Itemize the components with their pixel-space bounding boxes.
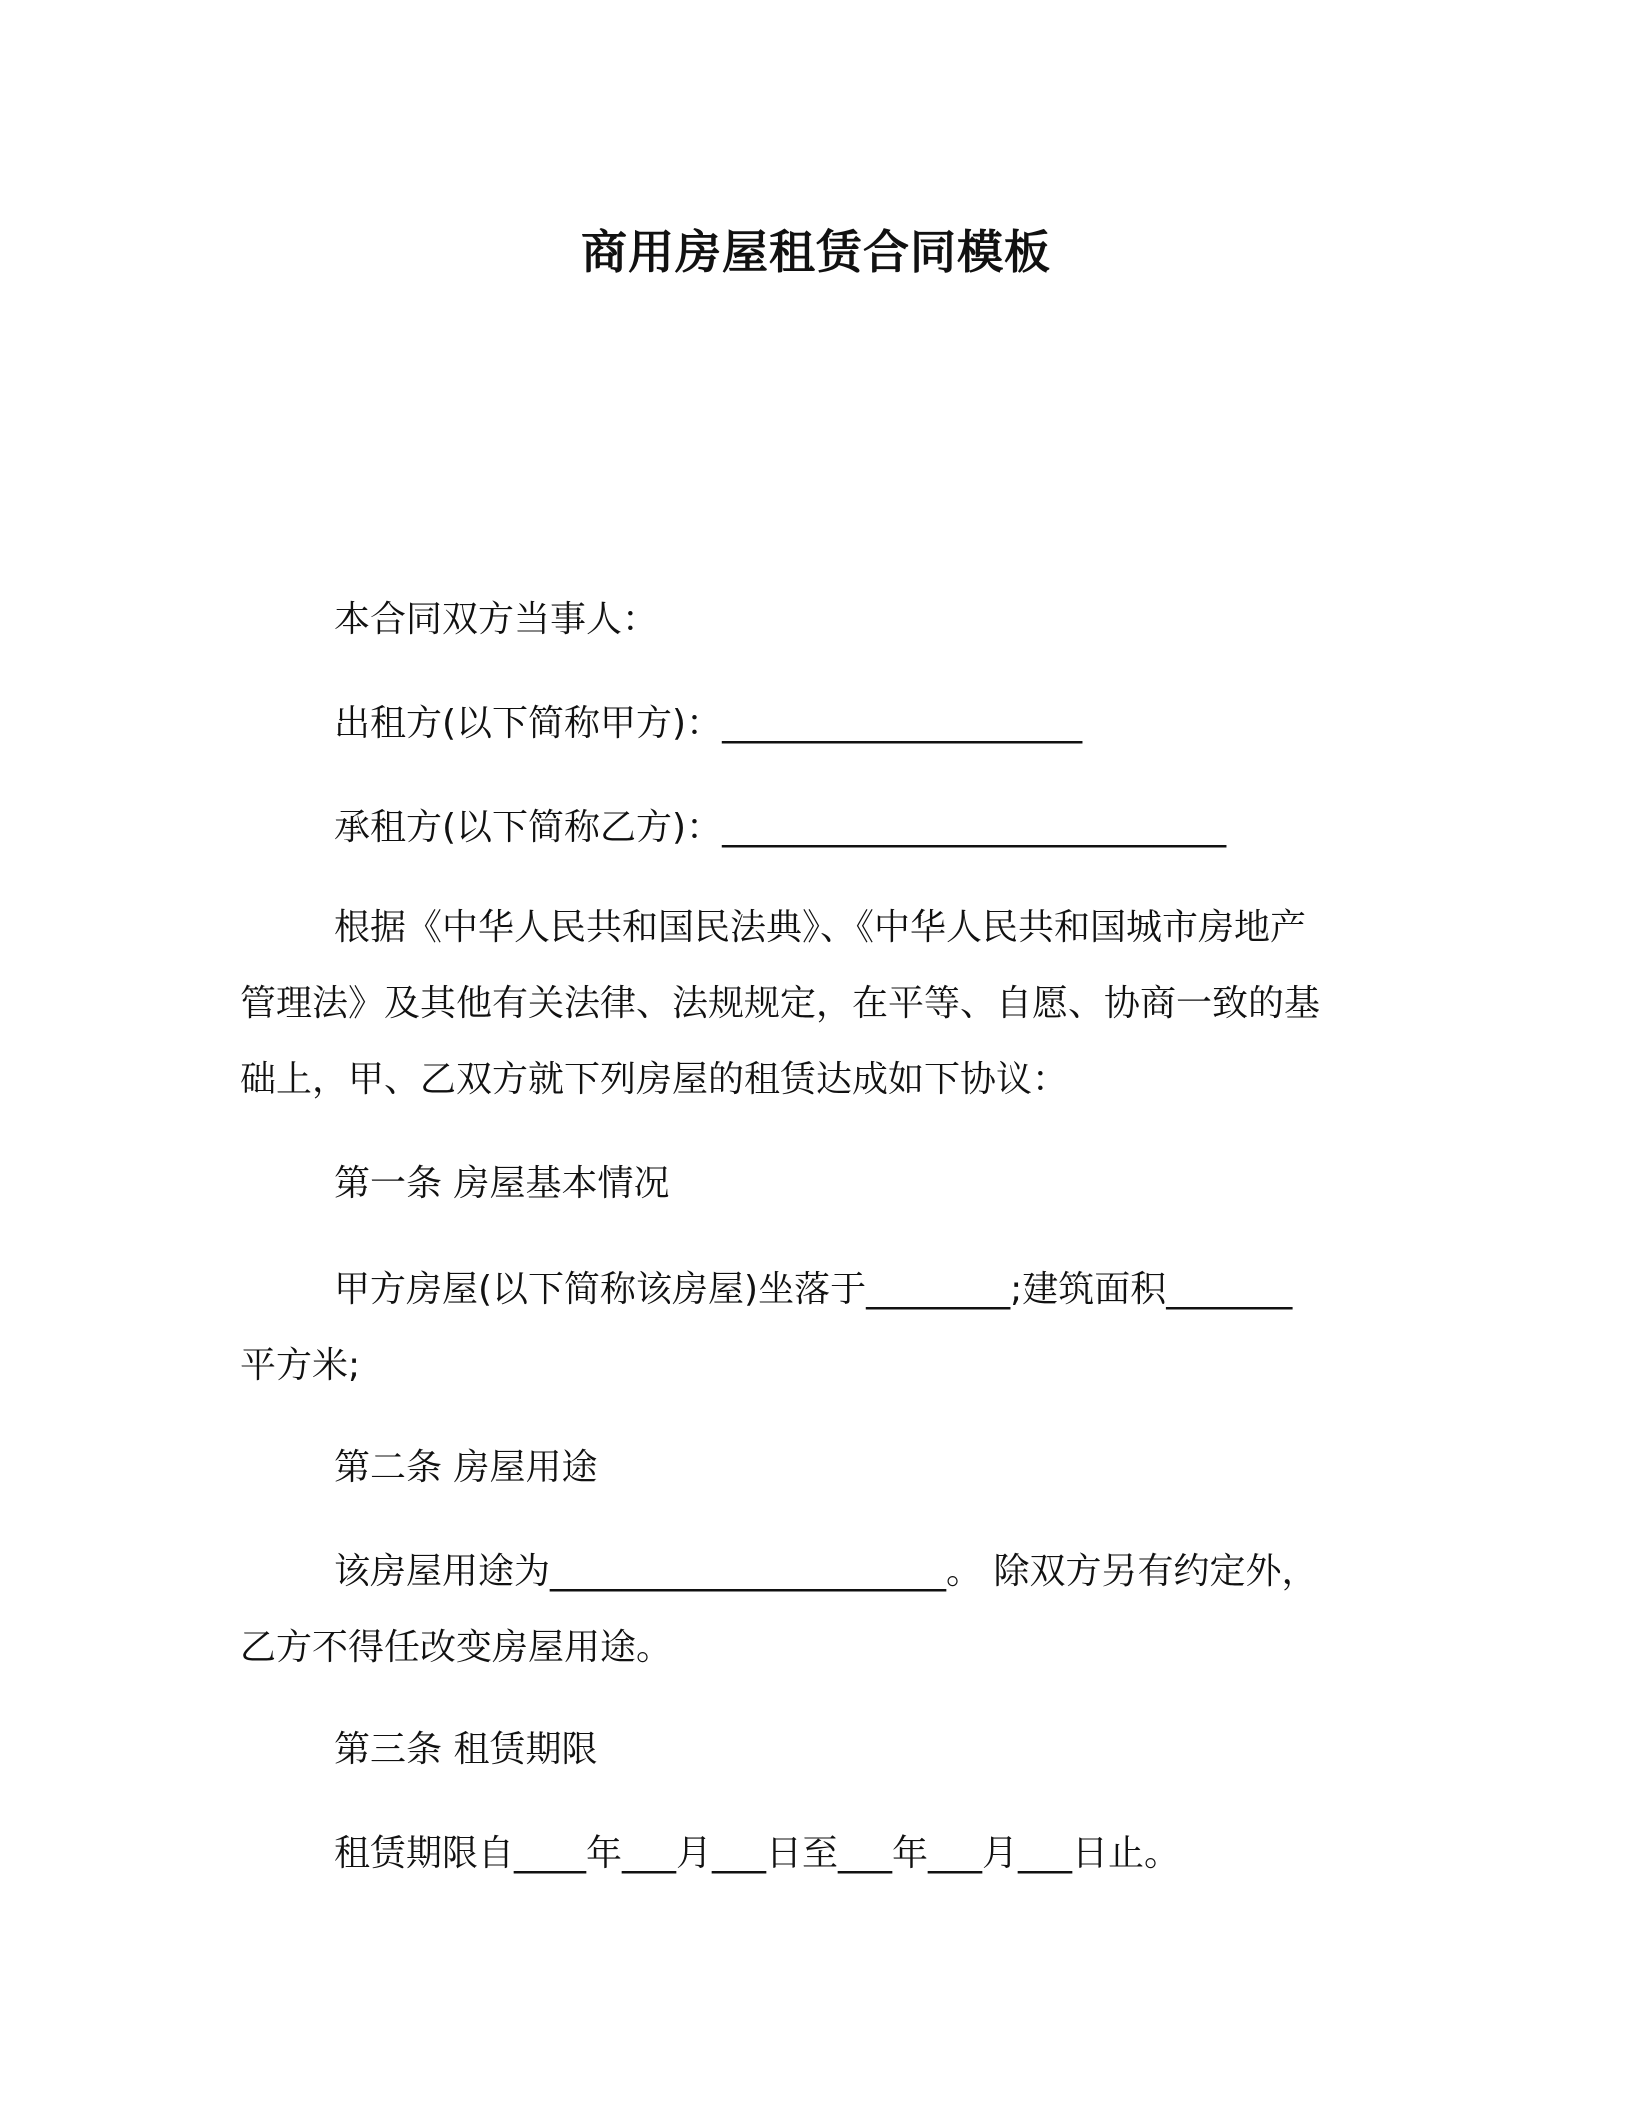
article-1-line-1: 甲方房屋(以下简称该房屋)坐落于________;建筑面积_______ (334, 1269, 1293, 1310)
preamble-line-1: 根据《中华人民共和国民法典》、《中华人民共和国城市房地产 (334, 907, 1307, 948)
article-2-heading: 第二条 房屋用途 (334, 1447, 598, 1488)
article-1-line-2: 平方米; (240, 1345, 361, 1386)
document-title: 商用房屋租赁合同模板 (581, 225, 1051, 279)
article-2-line-1: 该房屋用途为______________________。 除双方另有约定外， (334, 1551, 1318, 1592)
article-1-heading: 第一条 房屋基本情况 (334, 1163, 670, 1204)
article-3-heading: 第三条 租赁期限 (334, 1729, 598, 1770)
preamble-line-2: 管理法》及其他有关法律、法规规定，在平等、自愿、协商一致的基 (240, 983, 1321, 1024)
parties-heading: 本合同双方当事人： (334, 599, 659, 640)
lessee-line: 承租方(以下简称乙方)：____________________________ (334, 807, 1227, 848)
lessor-line: 出租方(以下简称甲方)：____________________ (334, 703, 1083, 744)
article-3-line-1: 租赁期限自____年___月___日至___年___月___日止。 (334, 1833, 1181, 1874)
preamble-line-3: 础上，甲、乙双方就下列房屋的租赁达成如下协议： (240, 1059, 1069, 1100)
article-2-line-2: 乙方不得任改变房屋用途。 (240, 1627, 673, 1668)
